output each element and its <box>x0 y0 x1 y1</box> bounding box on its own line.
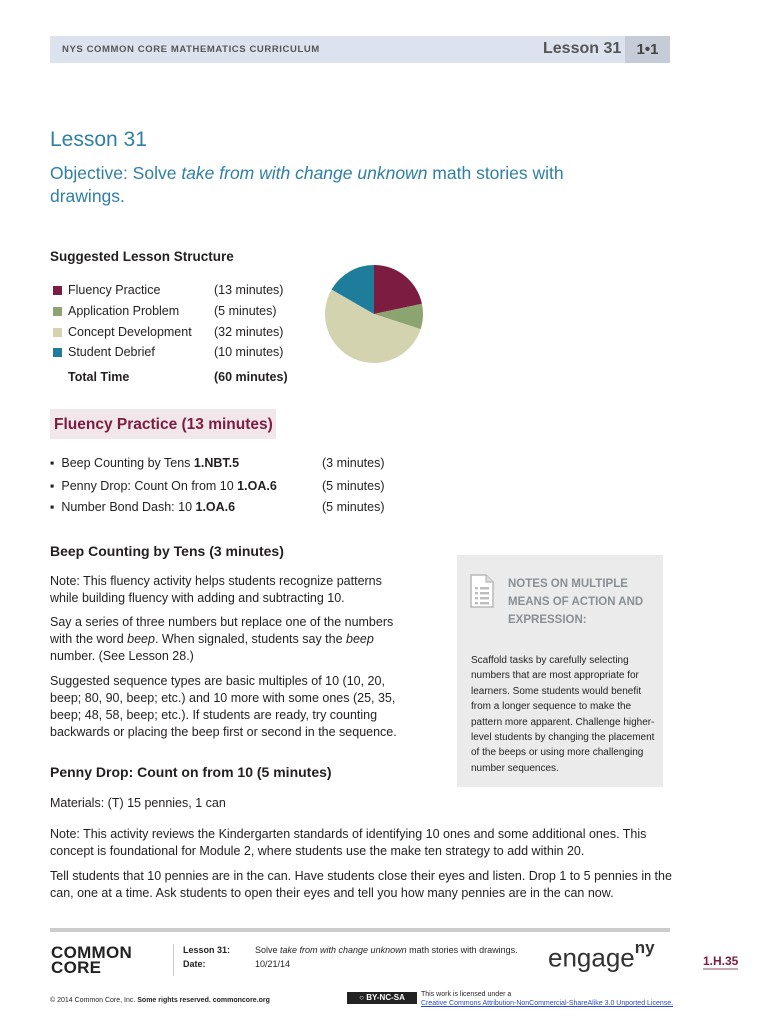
structure-label: Fluency Practice <box>68 283 161 297</box>
structure-time: (5 minutes) <box>214 304 277 318</box>
structure-row-fluency <box>53 284 62 298</box>
bullet-icon: ▪ <box>50 456 55 470</box>
lesson-title: Lesson 31 <box>50 128 147 151</box>
structure-label: Application Problem <box>68 304 180 318</box>
document-icon <box>470 574 494 608</box>
fluency-item-time: (3 minutes) <box>322 456 385 470</box>
sidebar-heading: NOTES ON MULTIPLE MEANS OF ACTION AND EXPRESSION: <box>508 578 644 626</box>
structure-time: (32 minutes) <box>214 325 284 339</box>
license-text: This work is licensed under a Creative Commons Attribution-NonCommercial-ShareAlike 3.0 Unported License. <box>421 991 674 1007</box>
beep-note: Note: This fluency activity helps students recognize patterns while building fluency with adding and subtracting 10. <box>50 574 382 605</box>
header-lesson: Lesson 31 <box>543 40 622 57</box>
structure-row-concept <box>53 326 62 340</box>
lesson-structure-pie-chart <box>322 262 426 366</box>
total-label: Total Time <box>68 370 130 384</box>
structure-label: Student Debrief <box>68 345 155 359</box>
bullet-icon: ▪ <box>50 500 55 514</box>
penny-note: Note: This activity reviews the Kindergarten standards of identifying 10 ones and some additional ones. This concept is foundational for Module 2, where students use the make ten strategy to add within 20. <box>50 827 647 858</box>
common-core-logo: COMMON CORE <box>51 943 133 977</box>
beep-paragraph: Say a series of three numbers but replace one of the numbers with the word beep. When signaled, students say the beep number. (See Lesson 28.) <box>50 615 394 663</box>
beep-heading: Beep Counting by Tens (3 minutes) <box>50 543 284 559</box>
structure-label: Concept Development <box>68 325 192 339</box>
penny-materials: Materials: (T) 15 pennies, 1 can <box>50 796 226 810</box>
sidebar-body: Scaffold tasks by carefully selecting numbers that are most appropriate for learners. Some students would benefit from a longer sequence to make the pattern more apparent. Challenge higher-level students by changing the placement of the beeps or using more challenging number sequences. <box>471 655 655 774</box>
structure-time: (13 minutes) <box>214 283 284 297</box>
structure-row-application <box>53 305 62 319</box>
objective: Objective: Solve take from with change unknown math stories with drawings. <box>50 163 564 206</box>
footer-divider <box>173 944 174 976</box>
total-time: (60 minutes) <box>214 370 288 384</box>
engageny-logo: engage$^{ny}$ <box>548 938 655 973</box>
structure-heading: Suggested Lesson Structure <box>50 249 234 264</box>
license-link[interactable]: Creative Commons Attribution-NonCommercial-ShareAlike 3.0 Unported License. <box>421 1000 674 1007</box>
module-badge: 1•1 <box>625 36 670 63</box>
page-number: 1.H.35 <box>703 954 739 968</box>
footer-date: 10/21/14 <box>255 959 291 969</box>
fluency-swatch <box>53 286 62 295</box>
debrief-swatch <box>53 348 62 357</box>
structure-row-debrief <box>53 346 62 360</box>
cc-icon: ○ <box>359 993 364 1002</box>
footer-date-label: Date: <box>183 959 206 969</box>
penny-heading: Penny Drop: Count on from 10 (5 minutes) <box>50 764 332 780</box>
footer-rule <box>50 928 670 932</box>
fluency-item: ▪ Number Bond Dash: 10 1.OA.6 <box>50 500 236 514</box>
curriculum-label: NYS COMMON CORE MATHEMATICS CURRICULUM <box>62 44 320 55</box>
application-swatch <box>53 307 62 316</box>
footer-lesson-title: Solve take from with change unknown math stories with drawings. <box>255 945 518 955</box>
fluency-heading: Fluency Practice (13 minutes) <box>54 416 273 433</box>
cc-license-badge[interactable]: ○ BY-NC-SA <box>347 992 417 1004</box>
penny-paragraph: Tell students that 10 pennies are in the can. Have students close their eyes and listen. Drop 1 to 5 pennies in the can, one at a time. Ask students to open their eyes and tell you how many pennies are in the can now. <box>50 869 672 900</box>
concept-swatch <box>53 328 62 337</box>
structure-time: (10 minutes) <box>214 345 284 359</box>
footer-lesson-label: Lesson 31: <box>183 945 231 955</box>
footer-copyright: © 2014 Common Core, Inc. Some rights reserved. commoncore.org <box>50 997 270 1004</box>
fluency-item: ▪ Penny Drop: Count On from 10 1.OA.6 <box>50 479 277 493</box>
fluency-item: ▪ Beep Counting by Tens 1.NBT.5 <box>50 456 240 470</box>
beep-sequence: Suggested sequence types are basic multiples of 10 (10, 20, beep; 80, 90, beep; etc.) and 10 more with some ones (25, 35, beep; 48, 58, beep; etc.). If students are ready, try counting backwards or placing the beep first or second in the sequence. <box>50 674 397 739</box>
fluency-item-time: (5 minutes) <box>322 500 385 514</box>
bullet-icon: ▪ <box>50 479 55 493</box>
fluency-item-time: (5 minutes) <box>322 479 385 493</box>
